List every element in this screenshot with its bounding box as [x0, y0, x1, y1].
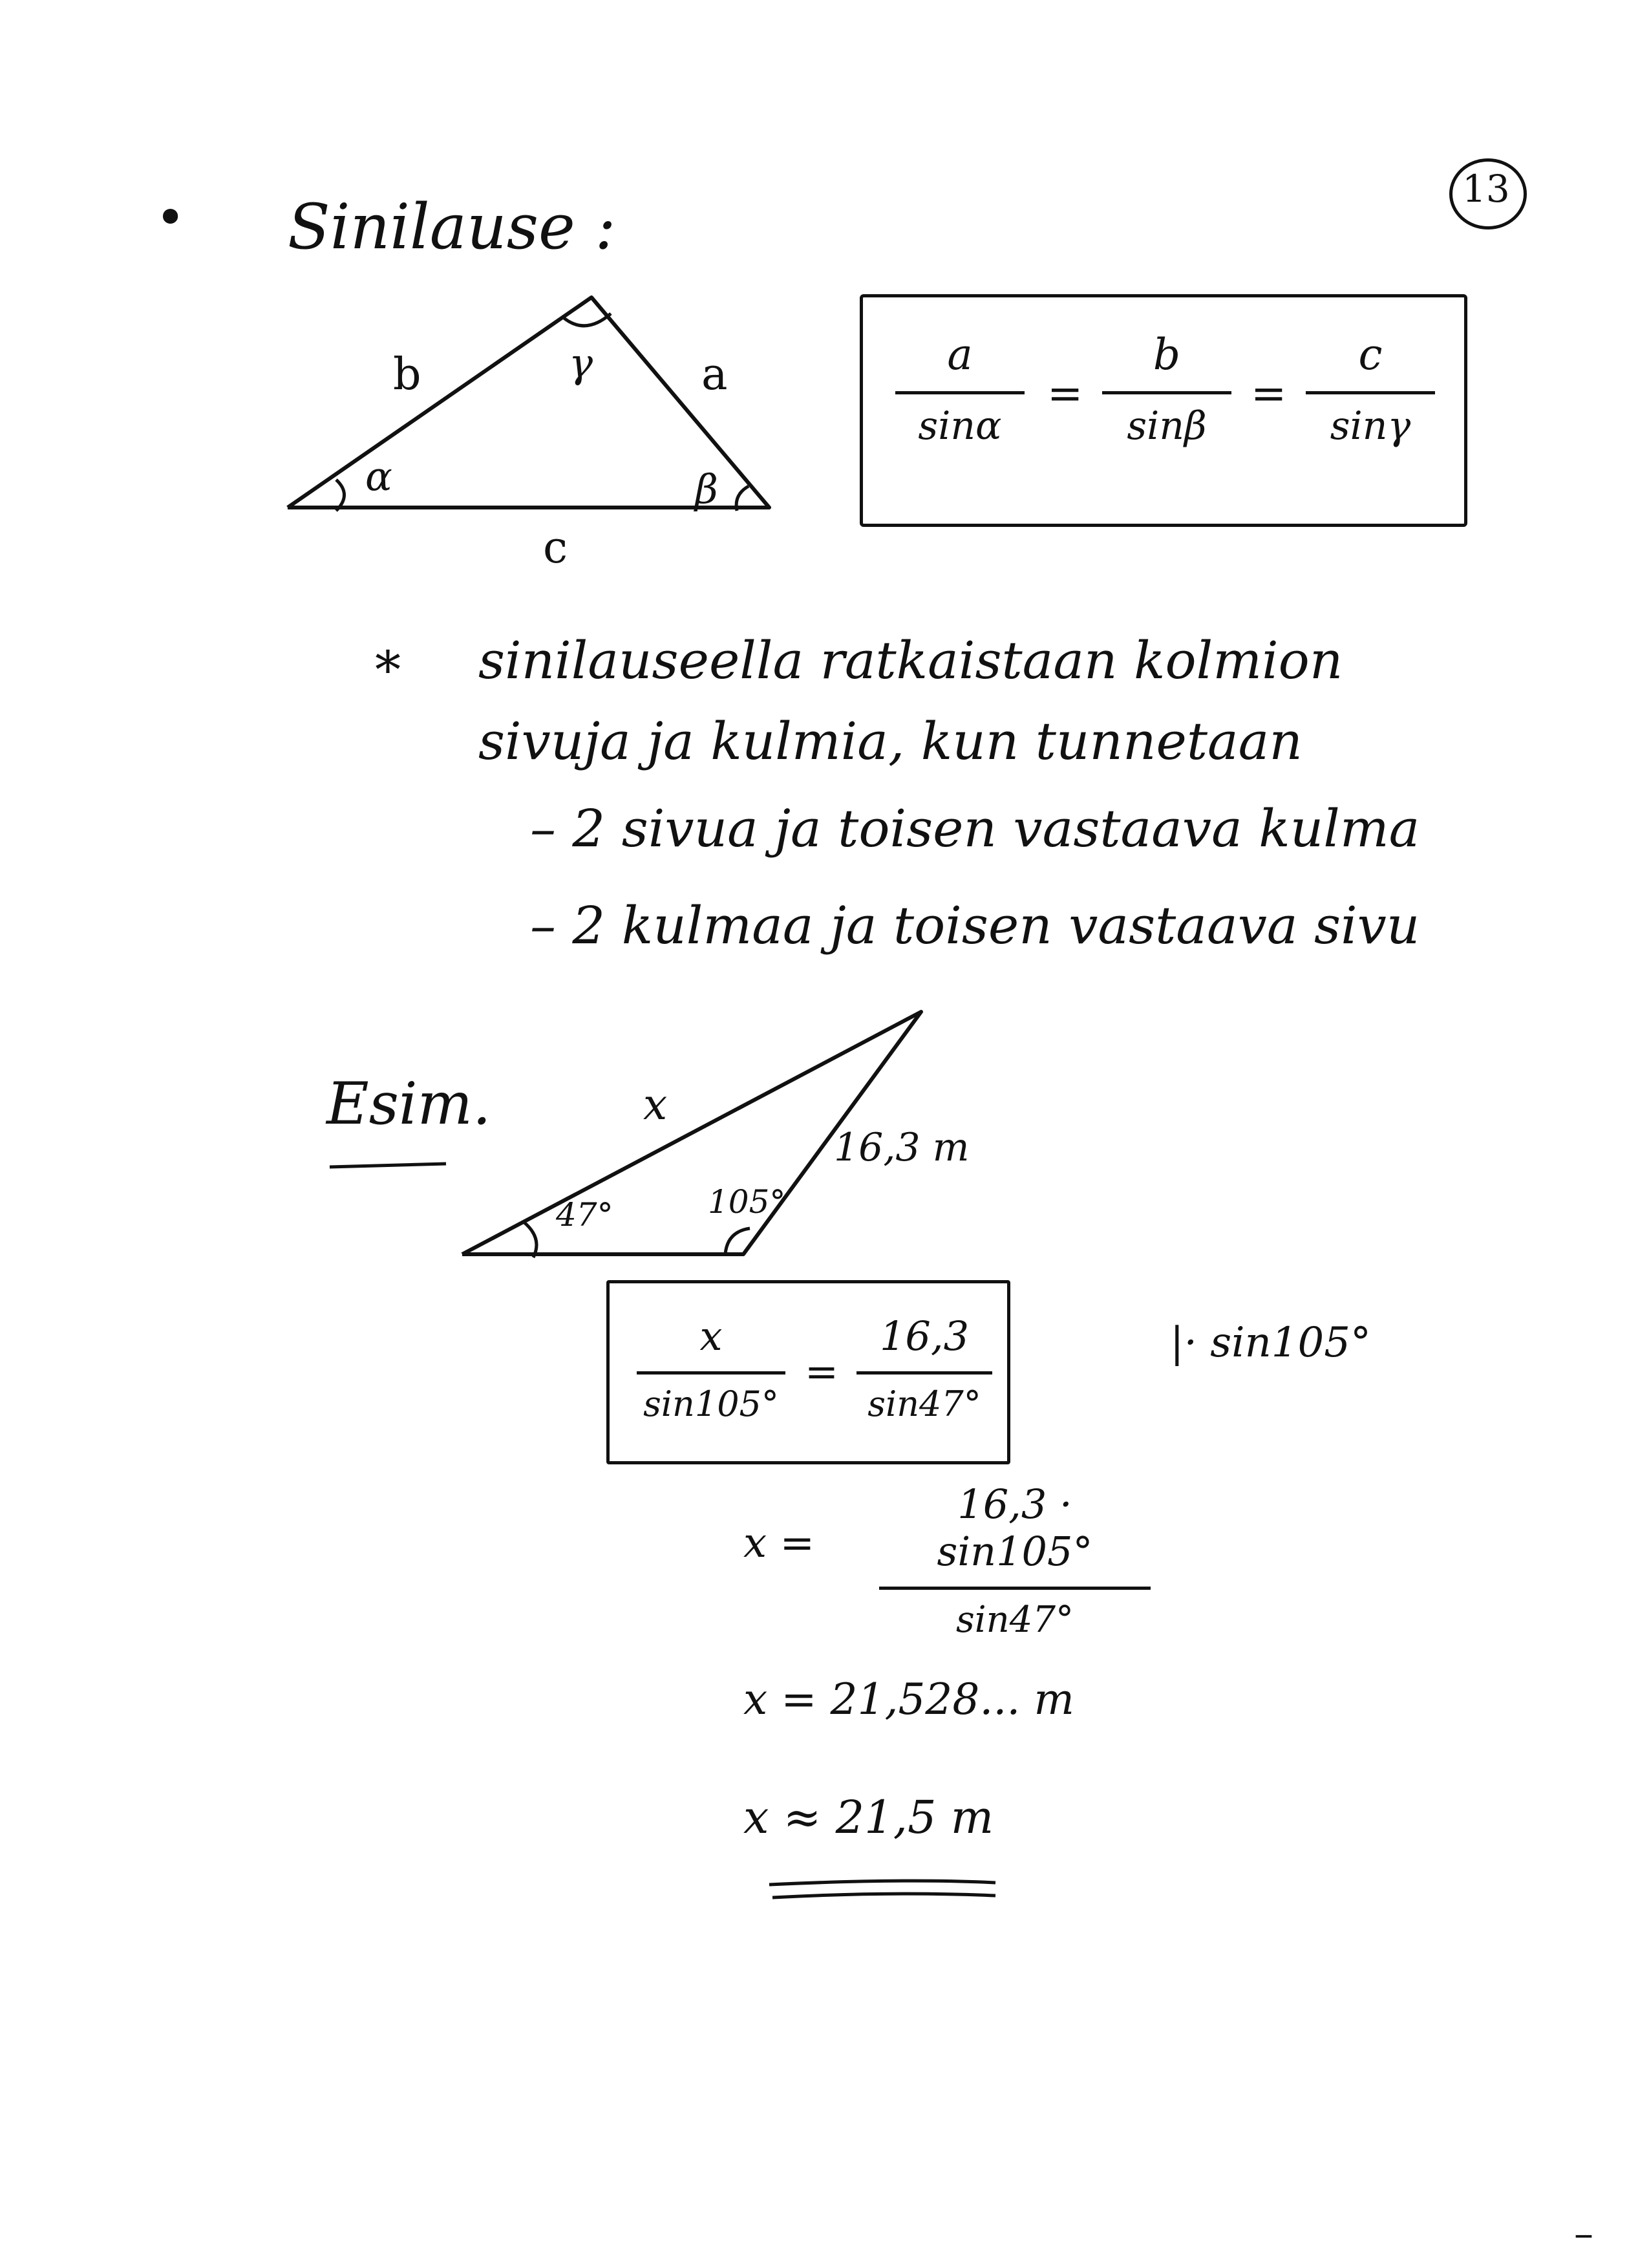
fraction-b-over-sin-beta: [1102, 330, 1231, 449]
note-line-2: sivuja ja kulmia, kun tunnetaan: [478, 711, 1303, 771]
step-2: x = 21,528... m: [743, 1674, 1074, 1724]
bullet: •: [155, 187, 186, 248]
corner-mark: –: [1574, 2211, 1593, 2256]
triangle-1-arc-gamma: [562, 314, 611, 326]
fraction-16-3-over-sin47: [856, 1312, 992, 1424]
triangle-1-side-b: b: [393, 349, 421, 400]
fraction-numerator: 16,3 · sin105°: [937, 1481, 1093, 1575]
triangle-1-angle-gamma: γ: [569, 339, 593, 387]
triangle-2-angle-47: 47°: [556, 1196, 613, 1234]
fraction-bar: [637, 1371, 785, 1375]
example-label: Esim.: [326, 1070, 491, 1138]
fraction-numerator: a: [947, 330, 973, 380]
fraction-denominator: sinγ: [1330, 403, 1411, 449]
fraction-bar: [895, 391, 1025, 394]
triangle-2-angle-105: 105°: [708, 1183, 786, 1221]
example-operation: |· sin105°: [1170, 1319, 1371, 1367]
heading: Sinilause :: [288, 191, 616, 263]
fraction-denominator: sin47°: [867, 1384, 981, 1424]
triangle-2-side-x: x: [643, 1080, 668, 1129]
fraction-bar: [1306, 391, 1435, 394]
note-line-1: sinilauseella ratkaistaan kolmion: [478, 630, 1343, 690]
page-number: 13: [1462, 167, 1510, 211]
fraction-c-over-sin-gamma: [1306, 330, 1435, 449]
answer-double-underline: [769, 1881, 995, 1898]
equals-sign-2: =: [1251, 369, 1287, 418]
fraction-denominator: sinβ: [1127, 403, 1207, 449]
fraction-numerator: 16,3: [879, 1312, 970, 1360]
triangle-2-side-given: 16,3 m: [834, 1125, 970, 1170]
triangle-1-angle-alpha: α: [365, 453, 392, 500]
fraction-denominator: sin47°: [956, 1599, 1074, 1641]
answer: x ≈ 21,5 m: [743, 1791, 994, 1844]
step-1-lhs: x =: [743, 1519, 815, 1567]
note-item-2: – 2 kulmaa ja toisen vastaava sivu: [530, 895, 1420, 956]
triangle-1-side-c: c: [543, 522, 568, 573]
fraction-bar: [1102, 391, 1231, 394]
fraction-denominator: sinα: [918, 403, 1002, 449]
fraction-numerator: x: [699, 1312, 723, 1360]
fraction-x-over-sin105: [637, 1312, 785, 1424]
note-star: *: [375, 640, 401, 700]
fraction-bar: [879, 1587, 1151, 1590]
equals-sign-1: =: [1047, 369, 1083, 418]
example-equals-sign: =: [805, 1348, 838, 1395]
fraction-bar: [856, 1371, 992, 1375]
fraction-numerator: c: [1358, 330, 1383, 380]
triangle-1-side-a: a: [701, 349, 728, 400]
example-label-underline: [330, 1164, 446, 1167]
note-item-1: – 2 sivua ja toisen vastaava kulma: [530, 798, 1420, 859]
fraction-numerator: b: [1153, 330, 1181, 380]
triangle-1-angle-beta: β: [695, 465, 718, 513]
triangle-2-arc-47: [524, 1222, 537, 1257]
fraction-denominator: sin105°: [643, 1384, 779, 1424]
step-1-fraction: [879, 1481, 1151, 1641]
fraction-a-over-sin-alpha: [895, 330, 1025, 449]
